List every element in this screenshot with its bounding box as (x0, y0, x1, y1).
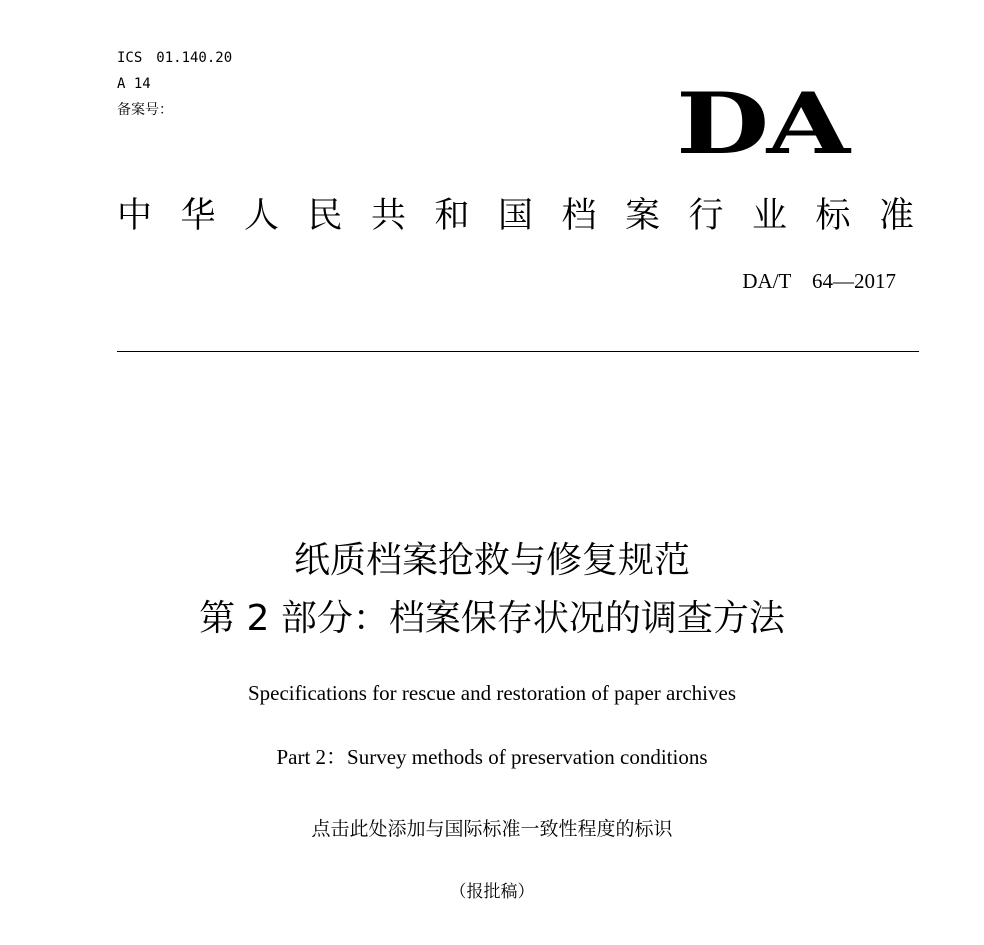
consistency-mark-placeholder[interactable]: 点击此处添加与国际标准一致性程度的标识 (311, 818, 673, 840)
ccs-code: A 14 (117, 76, 151, 92)
industry-standard-title: 中华人民共和国档案行业标准 (117, 196, 943, 236)
title-zh-line1: 纸质档案抢救与修复规范 (293, 540, 690, 581)
header-divider (117, 351, 919, 352)
title-zh-line2: 第 2 部分：档案保存状况的调查方法 (199, 598, 785, 639)
standard-code: DA/T 64—2017 (742, 269, 896, 293)
title-en-line2: Part 2：Survey methods of preservation conditions (276, 745, 708, 769)
draft-status: （报批稿） (449, 882, 535, 902)
ics-code: ICS 01.140.20 (117, 50, 233, 66)
da-logo: DA (676, 74, 848, 173)
title-en-line1: Specifications for rescue and restoration of paper archives (247, 681, 737, 705)
filing-number-label: 备案号： (117, 102, 173, 118)
